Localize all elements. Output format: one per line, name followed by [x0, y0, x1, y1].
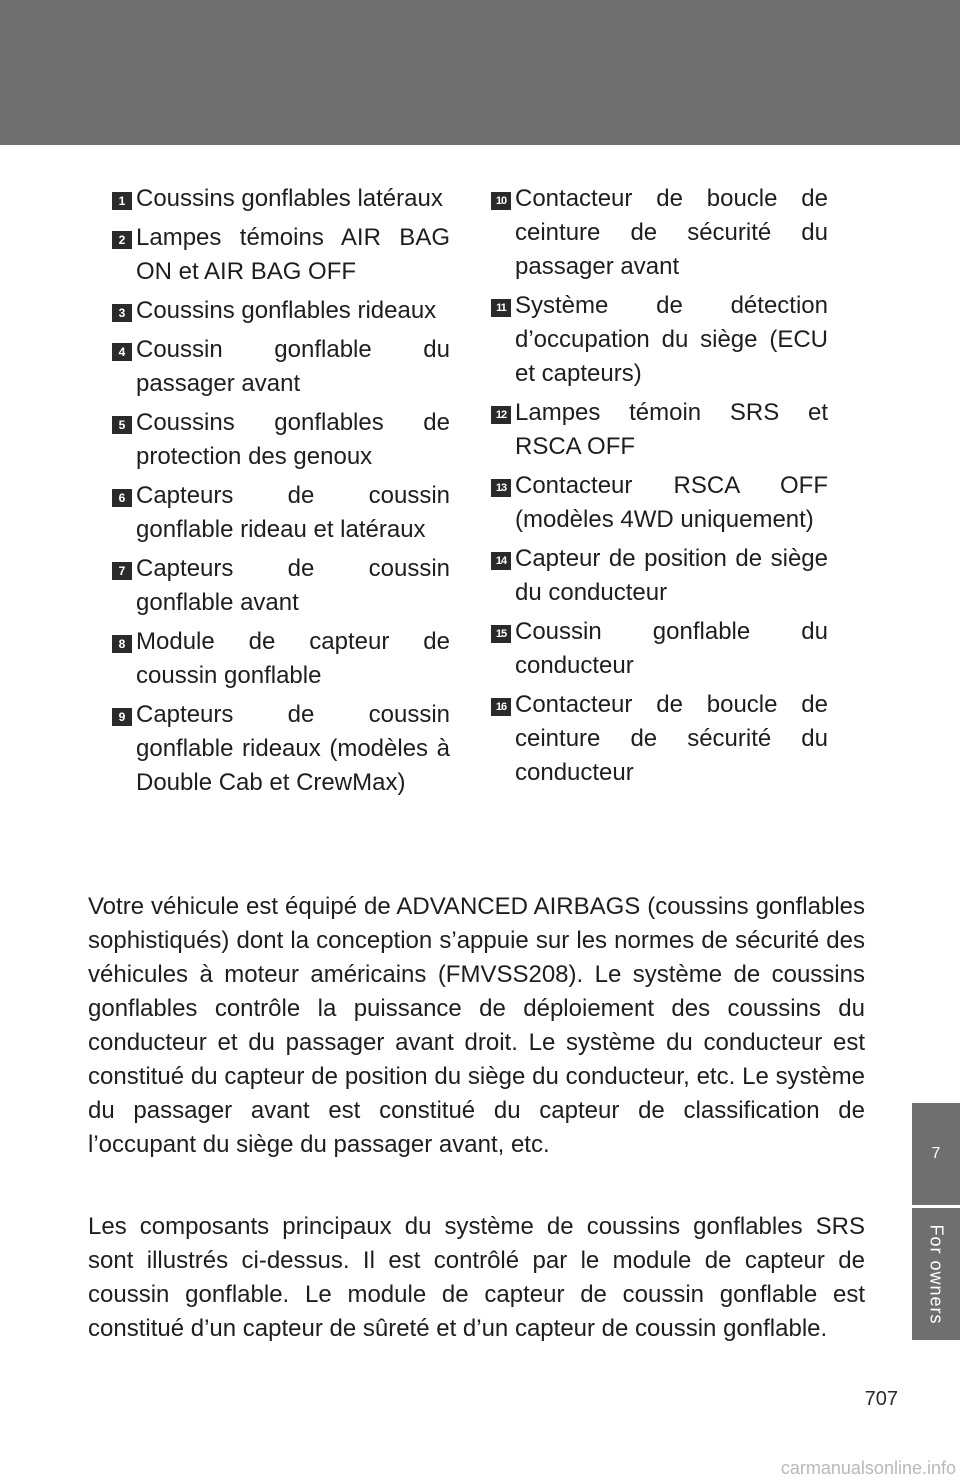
legend-item — [491, 469, 828, 537]
legend-item-label: Coussins gonflables latéraux — [136, 185, 443, 212]
legend-item — [491, 615, 828, 683]
legend-number-badge: 15 — [491, 625, 511, 643]
legend-item-label: Coussins gonflables de protection des genoux — [136, 409, 450, 470]
legend-item-label: Module de capteur de coussin gonflable — [136, 628, 450, 689]
legend-item-label: Lampes témoin SRS et RSCA OFF — [515, 399, 828, 460]
legend-number-badge: 12 — [491, 406, 511, 424]
legend-item — [491, 688, 828, 790]
legend-item — [112, 552, 450, 620]
legend-left-column — [112, 182, 450, 805]
legend-number-badge: 10 — [491, 192, 511, 210]
legend-number-badge: 4 — [112, 343, 132, 361]
body-paragraph-advanced-airbags: Votre véhicule est équipé de ADVANCED AIRBAGS (coussins gonflables sophistiqués) dont la conception s’appuie sur les normes de sécurité des véhicules à moteur américains (FMVSS208). Le système de coussins gonflables contrôle la puissance de déploiement des coussins du conducteur et du passager avant droit. Le système du conducteur est constitué du capteur de position du siège du conducteur, etc. Le système du passager avant est constitué du capteur de classification de l’occupant du siège du passager avant, etc. — [88, 893, 865, 1158]
legend-item — [112, 698, 450, 800]
legend-item — [112, 625, 450, 693]
legend-item — [112, 333, 450, 401]
legend-item-label: Capteurs de coussin gonflable avant — [136, 555, 450, 616]
chapter-label: For owners — [926, 1223, 947, 1325]
legend-item — [491, 182, 828, 284]
watermark: carmanualsonline.info — [780, 1458, 956, 1478]
legend-item — [491, 542, 828, 610]
legend-number-badge: 2 — [112, 231, 132, 249]
legend-item — [112, 294, 450, 328]
legend-number-badge: 1 — [112, 192, 132, 210]
chapter-number: 7 — [931, 1145, 941, 1162]
legend-item-label: Contacteur de boucle de ceinture de sécurité du passager avant — [515, 185, 828, 280]
legend-item-label: Capteur de position de siège du conducteur — [515, 545, 828, 606]
legend-item-label: Système de détection d’occupation du siège (ECU et capteurs) — [515, 292, 828, 387]
legend-number-badge: 8 — [112, 635, 132, 653]
legend-item-label: Coussins gonflables rideaux — [136, 297, 437, 324]
legend-item-label: Capteurs de coussin gonflable rideaux (modèles à Double Cab et CrewMax) — [136, 701, 450, 796]
page-number: 707 — [864, 1388, 898, 1410]
chapter-tab-label[interactable] — [912, 1208, 960, 1340]
body-paragraph-srs-components: Les composants principaux du système de coussins gonflables SRS sont illustrés ci-dessus. Il est contrôlé par le module de capteur de coussin gonflable. Le module de capteur de coussin gonflable est constitué d’un capteur de sûreté et d’un capteur de coussin gonflable. — [88, 1213, 865, 1342]
legend-number-badge: 3 — [112, 304, 132, 322]
legend-item-label: Capteurs de coussin gonflable rideau et latéraux — [136, 482, 450, 543]
legend-number-badge: 11 — [491, 299, 511, 317]
legend-number-badge: 13 — [491, 479, 511, 497]
legend-item — [491, 396, 828, 464]
legend-number-badge: 14 — [491, 552, 511, 570]
legend-number-badge: 6 — [112, 489, 132, 507]
legend-item — [112, 221, 450, 289]
legend-number-badge: 5 — [112, 416, 132, 434]
legend-item-label: Coussin gonflable du passager avant — [136, 336, 450, 397]
chapter-tab-number[interactable] — [912, 1103, 960, 1205]
legend-number-badge: 9 — [112, 708, 132, 726]
legend-item — [112, 479, 450, 547]
legend-right-column — [491, 182, 828, 795]
legend-item-label: Lampes témoins AIR BAG ON et AIR BAG OFF — [136, 224, 450, 285]
legend-item-label: Contacteur RSCA OFF (modèles 4WD uniquement) — [515, 472, 828, 533]
legend-item — [112, 182, 450, 216]
legend-number-badge: 7 — [112, 562, 132, 580]
legend-item — [491, 289, 828, 391]
legend-number-badge: 16 — [491, 698, 511, 716]
legend-item-label: Contacteur de boucle de ceinture de sécurité du conducteur — [515, 691, 828, 786]
header-band — [0, 0, 960, 145]
legend-item-label: Coussin gonflable du conducteur — [515, 618, 828, 679]
legend-item — [112, 406, 450, 474]
